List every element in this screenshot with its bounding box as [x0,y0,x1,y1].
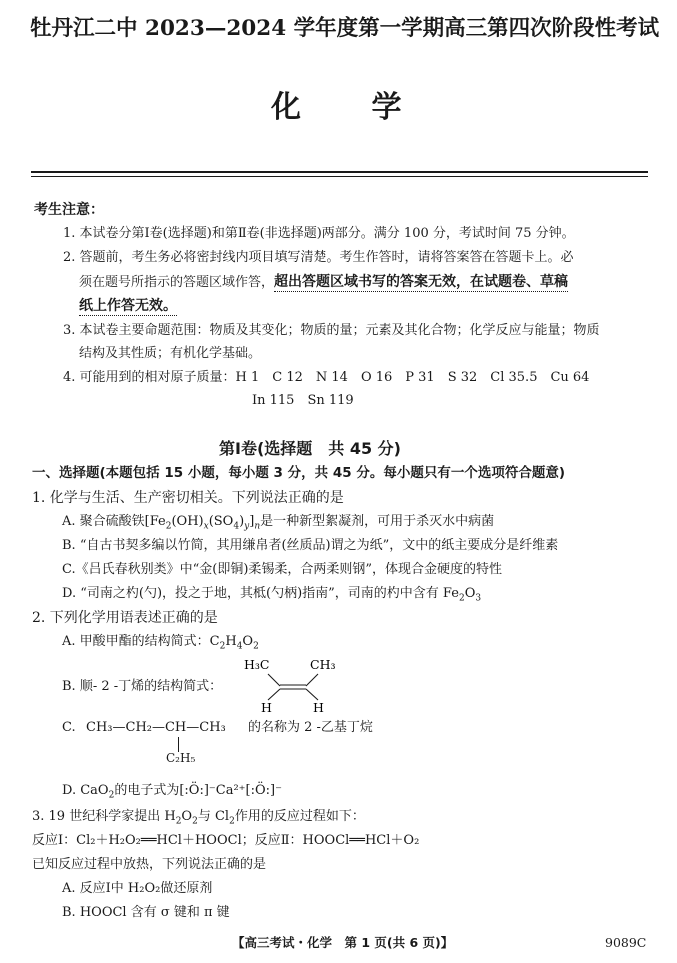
struct-h-right: H [313,700,324,714]
q2-option-c-branch: C₂H₅ [166,751,196,765]
cis-2-butene-structure [240,652,350,714]
notice-item-4-line-2: In 115 Sn 119 [252,393,354,408]
q3-stem-tail: 作用的反应过程如下： [234,809,365,824]
notice-item-2-bold: 超出答题区域书写的答案无效，在试题卷、草稿 [274,274,569,290]
q1-option-b: B. “自古书契多编以竹简，其用缣帛者(丝质品)谓之为纸”，文中的纸主要成分是纤维素 [62,538,559,553]
notice-item-2-normal: 须在题号所指示的答题区域作答， [79,275,275,290]
notice-item-3: 3. 本试卷主要命题范围：物质及其变化；物质的量；元素及其化合物；化学反应与能量；物质 [63,323,600,338]
q2-option-b: B. 顺- 2 -丁烯的结构简式： [62,679,223,694]
notice-item-1: 1. 本试卷分第Ⅰ卷(选择题)和第Ⅱ卷(非选择题)两部分。满分 100 分，考试时间 75 分钟。 [63,226,575,241]
q1-option-d-sub: 2 [458,593,465,604]
q2-option-a [62,633,259,656]
q2-option-a-h: H [225,634,237,649]
q1-option-a-pre: A. 聚合硫酸铁[Fe [62,514,166,529]
q1-option-d [62,585,481,608]
q3-option-a: A. 反应Ⅰ中 H₂O₂做还原剂 [62,881,213,896]
q2-option-c-label: C. [62,720,76,735]
q2-option-d-sub: 2 [108,790,115,801]
notice-item-2-line-3 [79,297,177,316]
header-rule-thick [31,171,648,173]
section-1-title: 第Ⅰ卷(选择题 共 45 分) [219,439,401,458]
exam-title: 牡丹江二中 2023—2024 学年度第一学期高三第四次阶段性考试 [30,16,660,41]
q1-option-a: A. 聚合硫酸铁$[Fe_2(OH)_x(SO_4)_y]_n$是一种新型絮凝剂，可用于杀灭水中病菌 [62,514,495,532]
q2-option-d [62,782,282,805]
q3-condition: 已知反应过程中放热，下列说法正确的是 [32,857,267,872]
q1-option-d-pre: D. “司南之杓(勺)，投之于地，其柢(勺柄)指南”，司南的杓中含有 Fe [62,586,459,601]
struct-ch3: CH₃ [310,657,336,672]
section-1-instruction: 一、选择题(本题包括 15 小题，每小题 3 分，共 45 分。每小题只有一个选项符合题意) [32,465,566,481]
struct-h3c: H₃C [244,657,270,672]
page-footer: 【高三考试・化学 第 1 页(共 6 页)】 [232,935,454,950]
q2-option-a-sub1: 2 [219,641,226,652]
notice-item-4: 4. 可能用到的相对原子质量：H 1 C 12 N 14 O 16 P 31 S 32 Cl 35.5 Cu 64 [63,370,590,385]
q2-option-a-sub2: 4 [236,641,243,652]
struct-bond-right-down [306,689,318,700]
q2-option-a-sub3: 2 [253,641,259,652]
struct-bond-left-up [268,674,280,686]
q1-option-a-oh: (OH) [171,514,204,529]
q2-option-a-pre: A. 甲酸甲酯的结构简式：C [62,634,220,649]
q1-option-d-sub2: 3 [475,593,482,604]
notice-item-3-line-2: 结构及其性质；有机化学基础。 [79,346,262,361]
q1-option-a-post: 是一种新型絮凝剂，可用于杀灭水中病菌 [260,514,495,529]
paper-code: 9089C [605,935,647,950]
notice-item-2: 2. 答题前，考生务必将密封线内项目填写清楚。考生作答时，请将答案答在答题卡上。必 [63,250,574,265]
q1-option-d-o: O [464,586,476,601]
struct-h-left: H [261,700,272,714]
header-rule-thin [31,176,648,177]
q3-stem-o: O [181,809,193,824]
struct-bond-left-down [268,689,280,700]
notice-item-2-bold-end: 纸上作答无效。 [79,298,177,314]
q3-stem-pre: 3. 19 世纪科学家提出 H [32,809,176,824]
subject-title: 化 学 [271,90,402,125]
q2-option-d-pre: D. CaO [62,783,109,798]
struct-bond-right-up [306,674,318,686]
q2-option-c-formula: CH₃—CH₂—CH—CH₃ [86,720,226,735]
q3-option-b: B. HOOCl 含有 σ 键和 π 键 [62,905,230,920]
q1-option-c: C.《吕氏春秋别类》中“金(即铜)柔锡柔，合两柔则钢”，体现合金硬度的特性 [62,562,503,577]
q3-stem: 3. 19 世纪科学家提出 $H_2O_2$与 $Cl_2$作用的反应过程如下： [32,809,365,827]
q2-stem: 2. 下列化学用语表述正确的是 [32,610,218,626]
q2-option-d-formula: 的电子式为[:Ö:]⁻Ca²⁺[:Ö:]⁻ [114,783,282,798]
q3-reactions: 反应Ⅰ：Cl₂＋H₂O₂══HCl＋HOOCl；反应Ⅱ：HOOCl══HCl＋O₂ [32,833,420,848]
q1-stem: 1. 化学与生活、生产密切相关。下列说法正确的是 [32,490,344,506]
q2-option-a-o: O [242,634,254,649]
notice-heading: 考生注意： [34,202,104,218]
notice-item-2-line-2 [79,273,568,292]
q2-option-c-text: 的名称为 2 -乙基丁烷 [248,720,373,735]
q3-stem-cl: 与 Cl [197,809,230,824]
